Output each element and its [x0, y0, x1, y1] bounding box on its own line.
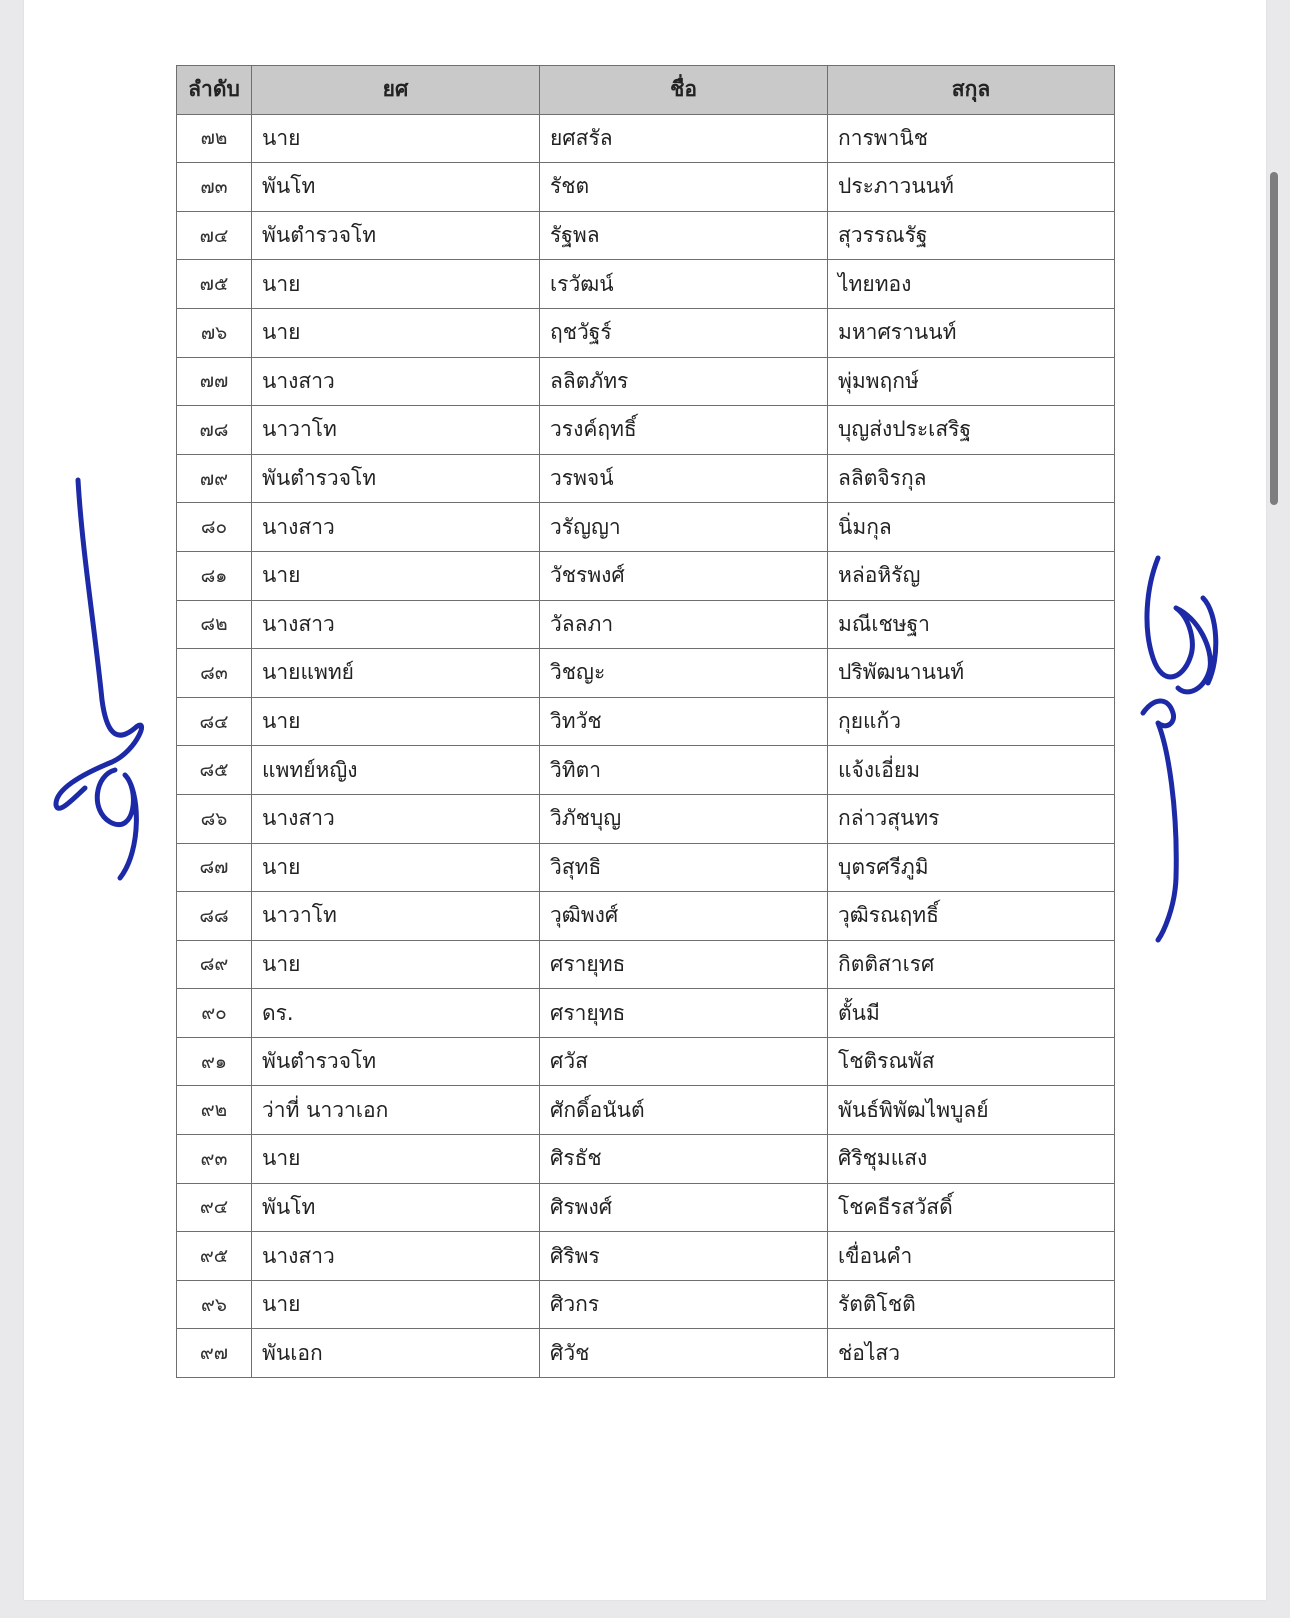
- cell-first-name: เรวัฒน์: [540, 260, 828, 309]
- cell-number: ๙๓: [177, 1135, 252, 1184]
- cell-rank: ว่าที่ นาวาเอก: [252, 1086, 540, 1135]
- cell-number: ๘๐: [177, 503, 252, 552]
- cell-number: ๙๐: [177, 989, 252, 1038]
- cell-first-name: ศรายุทธ: [540, 940, 828, 989]
- cell-last-name: บุตรศรีภูมิ: [828, 843, 1115, 892]
- table-row: [177, 114, 1115, 163]
- cell-rank: พันโท: [252, 163, 540, 212]
- table-row: [177, 1086, 1115, 1135]
- cell-last-name: สุวรรณรัฐ: [828, 211, 1115, 260]
- cell-rank: พันตำรวจโท: [252, 454, 540, 503]
- scrollbar-thumb[interactable]: [1270, 172, 1278, 505]
- cell-first-name: ศิวกร: [540, 1280, 828, 1329]
- table-row: [177, 211, 1115, 260]
- cell-last-name: เขื่อนคำ: [828, 1232, 1115, 1281]
- cell-last-name: นิ่มกุล: [828, 503, 1115, 552]
- cell-first-name: ศิรธัช: [540, 1135, 828, 1184]
- cell-last-name: ลลิตจิรกุล: [828, 454, 1115, 503]
- cell-rank: นางสาว: [252, 357, 540, 406]
- cell-number: ๗๖: [177, 308, 252, 357]
- cell-rank: นาย: [252, 697, 540, 746]
- cell-number: ๗๘: [177, 406, 252, 455]
- cell-first-name: ศักดิ์อนันต์: [540, 1086, 828, 1135]
- cell-first-name: วิชญะ: [540, 649, 828, 698]
- cell-number: ๘๔: [177, 697, 252, 746]
- cell-last-name: หล่อหิรัญ: [828, 551, 1115, 600]
- roster-table: [176, 65, 1115, 1378]
- header-first-name: ชื่อ: [540, 66, 828, 115]
- cell-rank: นางสาว: [252, 600, 540, 649]
- cell-last-name: พุ่มพฤกษ์: [828, 357, 1115, 406]
- table-row: [177, 1280, 1115, 1329]
- cell-first-name: วรัญญา: [540, 503, 828, 552]
- table-row: [177, 503, 1115, 552]
- cell-number: ๘๒: [177, 600, 252, 649]
- cell-last-name: กล่าวสุนทร: [828, 794, 1115, 843]
- cell-rank: นาย: [252, 843, 540, 892]
- cell-last-name: กุยแก้ว: [828, 697, 1115, 746]
- cell-number: ๘๖: [177, 794, 252, 843]
- cell-rank: พันตำรวจโท: [252, 1037, 540, 1086]
- table-row: [177, 357, 1115, 406]
- cell-number: ๘๓: [177, 649, 252, 698]
- cell-last-name: แจ้งเอี่ยม: [828, 746, 1115, 795]
- table-header-row: [177, 66, 1115, 115]
- cell-last-name: ไทยทอง: [828, 260, 1115, 309]
- cell-number: ๗๗: [177, 357, 252, 406]
- cell-last-name: โชคธีรสวัสดิ์: [828, 1183, 1115, 1232]
- cell-last-name: ตั้นมี: [828, 989, 1115, 1038]
- cell-rank: นาวาโท: [252, 406, 540, 455]
- cell-rank: นาย: [252, 551, 540, 600]
- cell-number: ๙๕: [177, 1232, 252, 1281]
- cell-first-name: ศิรพงศ์: [540, 1183, 828, 1232]
- cell-number: ๗๕: [177, 260, 252, 309]
- cell-first-name: วุฒิพงศ์: [540, 892, 828, 941]
- cell-last-name: บุญส่งประเสริฐ: [828, 406, 1115, 455]
- cell-last-name: กิตติสาเรศ: [828, 940, 1115, 989]
- cell-first-name: วิทวัช: [540, 697, 828, 746]
- header-rank: ยศ: [252, 66, 540, 115]
- cell-number: ๙๗: [177, 1329, 252, 1378]
- cell-last-name: ช่อไสว: [828, 1329, 1115, 1378]
- cell-number: ๙๑: [177, 1037, 252, 1086]
- table-row: [177, 649, 1115, 698]
- cell-last-name: ปริพัฒนานนท์: [828, 649, 1115, 698]
- cell-last-name: การพานิช: [828, 114, 1115, 163]
- table-row: [177, 163, 1115, 212]
- cell-rank: นาย: [252, 940, 540, 989]
- table-row: [177, 892, 1115, 941]
- cell-rank: นางสาว: [252, 1232, 540, 1281]
- table-row: [177, 1183, 1115, 1232]
- cell-rank: แพทย์หญิง: [252, 746, 540, 795]
- cell-rank: นาย: [252, 114, 540, 163]
- cell-first-name: รัชต: [540, 163, 828, 212]
- cell-rank: นาย: [252, 1135, 540, 1184]
- vertical-scrollbar[interactable]: [1266, 0, 1280, 1618]
- cell-first-name: ศรายุทธ: [540, 989, 828, 1038]
- table-row: [177, 551, 1115, 600]
- table-row: [177, 1232, 1115, 1281]
- cell-first-name: ศิริพร: [540, 1232, 828, 1281]
- table-row: [177, 940, 1115, 989]
- cell-rank: พันตำรวจโท: [252, 211, 540, 260]
- table-row: [177, 308, 1115, 357]
- cell-number: ๘๙: [177, 940, 252, 989]
- cell-number: ๘๑: [177, 551, 252, 600]
- table-row: [177, 1329, 1115, 1378]
- cell-rank: นางสาว: [252, 503, 540, 552]
- cell-rank: นาวาโท: [252, 892, 540, 941]
- cell-first-name: วรพจน์: [540, 454, 828, 503]
- cell-number: ๙๖: [177, 1280, 252, 1329]
- cell-first-name: วัชรพงศ์: [540, 551, 828, 600]
- cell-first-name: วรงค์ฤทธิ์: [540, 406, 828, 455]
- table-body: [177, 114, 1115, 1377]
- cell-first-name: วัลลภา: [540, 600, 828, 649]
- cell-first-name: ลลิตภัทร: [540, 357, 828, 406]
- cell-last-name: มณีเชษฐา: [828, 600, 1115, 649]
- cell-number: ๙๔: [177, 1183, 252, 1232]
- cell-first-name: ฤชวัฐร์: [540, 308, 828, 357]
- cell-last-name: รัตติโชติ: [828, 1280, 1115, 1329]
- cell-first-name: วิทิตา: [540, 746, 828, 795]
- cell-rank: นาย: [252, 260, 540, 309]
- table-row: [177, 843, 1115, 892]
- cell-number: ๙๒: [177, 1086, 252, 1135]
- table-row: [177, 260, 1115, 309]
- cell-rank: นายแพทย์: [252, 649, 540, 698]
- cell-last-name: ประภาวนนท์: [828, 163, 1115, 212]
- cell-number: ๗๒: [177, 114, 252, 163]
- table-row: [177, 454, 1115, 503]
- cell-last-name: ศิริชุมแสง: [828, 1135, 1115, 1184]
- table-row: [177, 794, 1115, 843]
- table-row: [177, 1135, 1115, 1184]
- cell-first-name: ศวัส: [540, 1037, 828, 1086]
- cell-last-name: วุฒิรณฤทธิ์: [828, 892, 1115, 941]
- cell-number: ๗๔: [177, 211, 252, 260]
- cell-rank: นางสาว: [252, 794, 540, 843]
- cell-last-name: พันธ์พิพัฒไพบูลย์: [828, 1086, 1115, 1135]
- table-row: [177, 989, 1115, 1038]
- cell-number: ๘๘: [177, 892, 252, 941]
- cell-rank: ดร.: [252, 989, 540, 1038]
- cell-number: ๗๙: [177, 454, 252, 503]
- cell-last-name: โชติรณพัส: [828, 1037, 1115, 1086]
- cell-first-name: วิสุทธิ: [540, 843, 828, 892]
- cell-number: ๗๓: [177, 163, 252, 212]
- table-row: [177, 1037, 1115, 1086]
- cell-rank: นาย: [252, 308, 540, 357]
- cell-number: ๘๕: [177, 746, 252, 795]
- cell-first-name: ยศสรัล: [540, 114, 828, 163]
- table-row: [177, 600, 1115, 649]
- header-last-name: สกุล: [828, 66, 1115, 115]
- cell-first-name: วิภัชบุญ: [540, 794, 828, 843]
- cell-number: ๘๗: [177, 843, 252, 892]
- table-row: [177, 697, 1115, 746]
- cell-rank: พันโท: [252, 1183, 540, 1232]
- cell-first-name: รัฐพล: [540, 211, 828, 260]
- cell-first-name: ศิวัช: [540, 1329, 828, 1378]
- table-row: [177, 746, 1115, 795]
- header-number: ลำดับ: [177, 66, 252, 115]
- table-row: [177, 406, 1115, 455]
- cell-rank: นาย: [252, 1280, 540, 1329]
- cell-rank: พันเอก: [252, 1329, 540, 1378]
- cell-last-name: มหาศรานนท์: [828, 308, 1115, 357]
